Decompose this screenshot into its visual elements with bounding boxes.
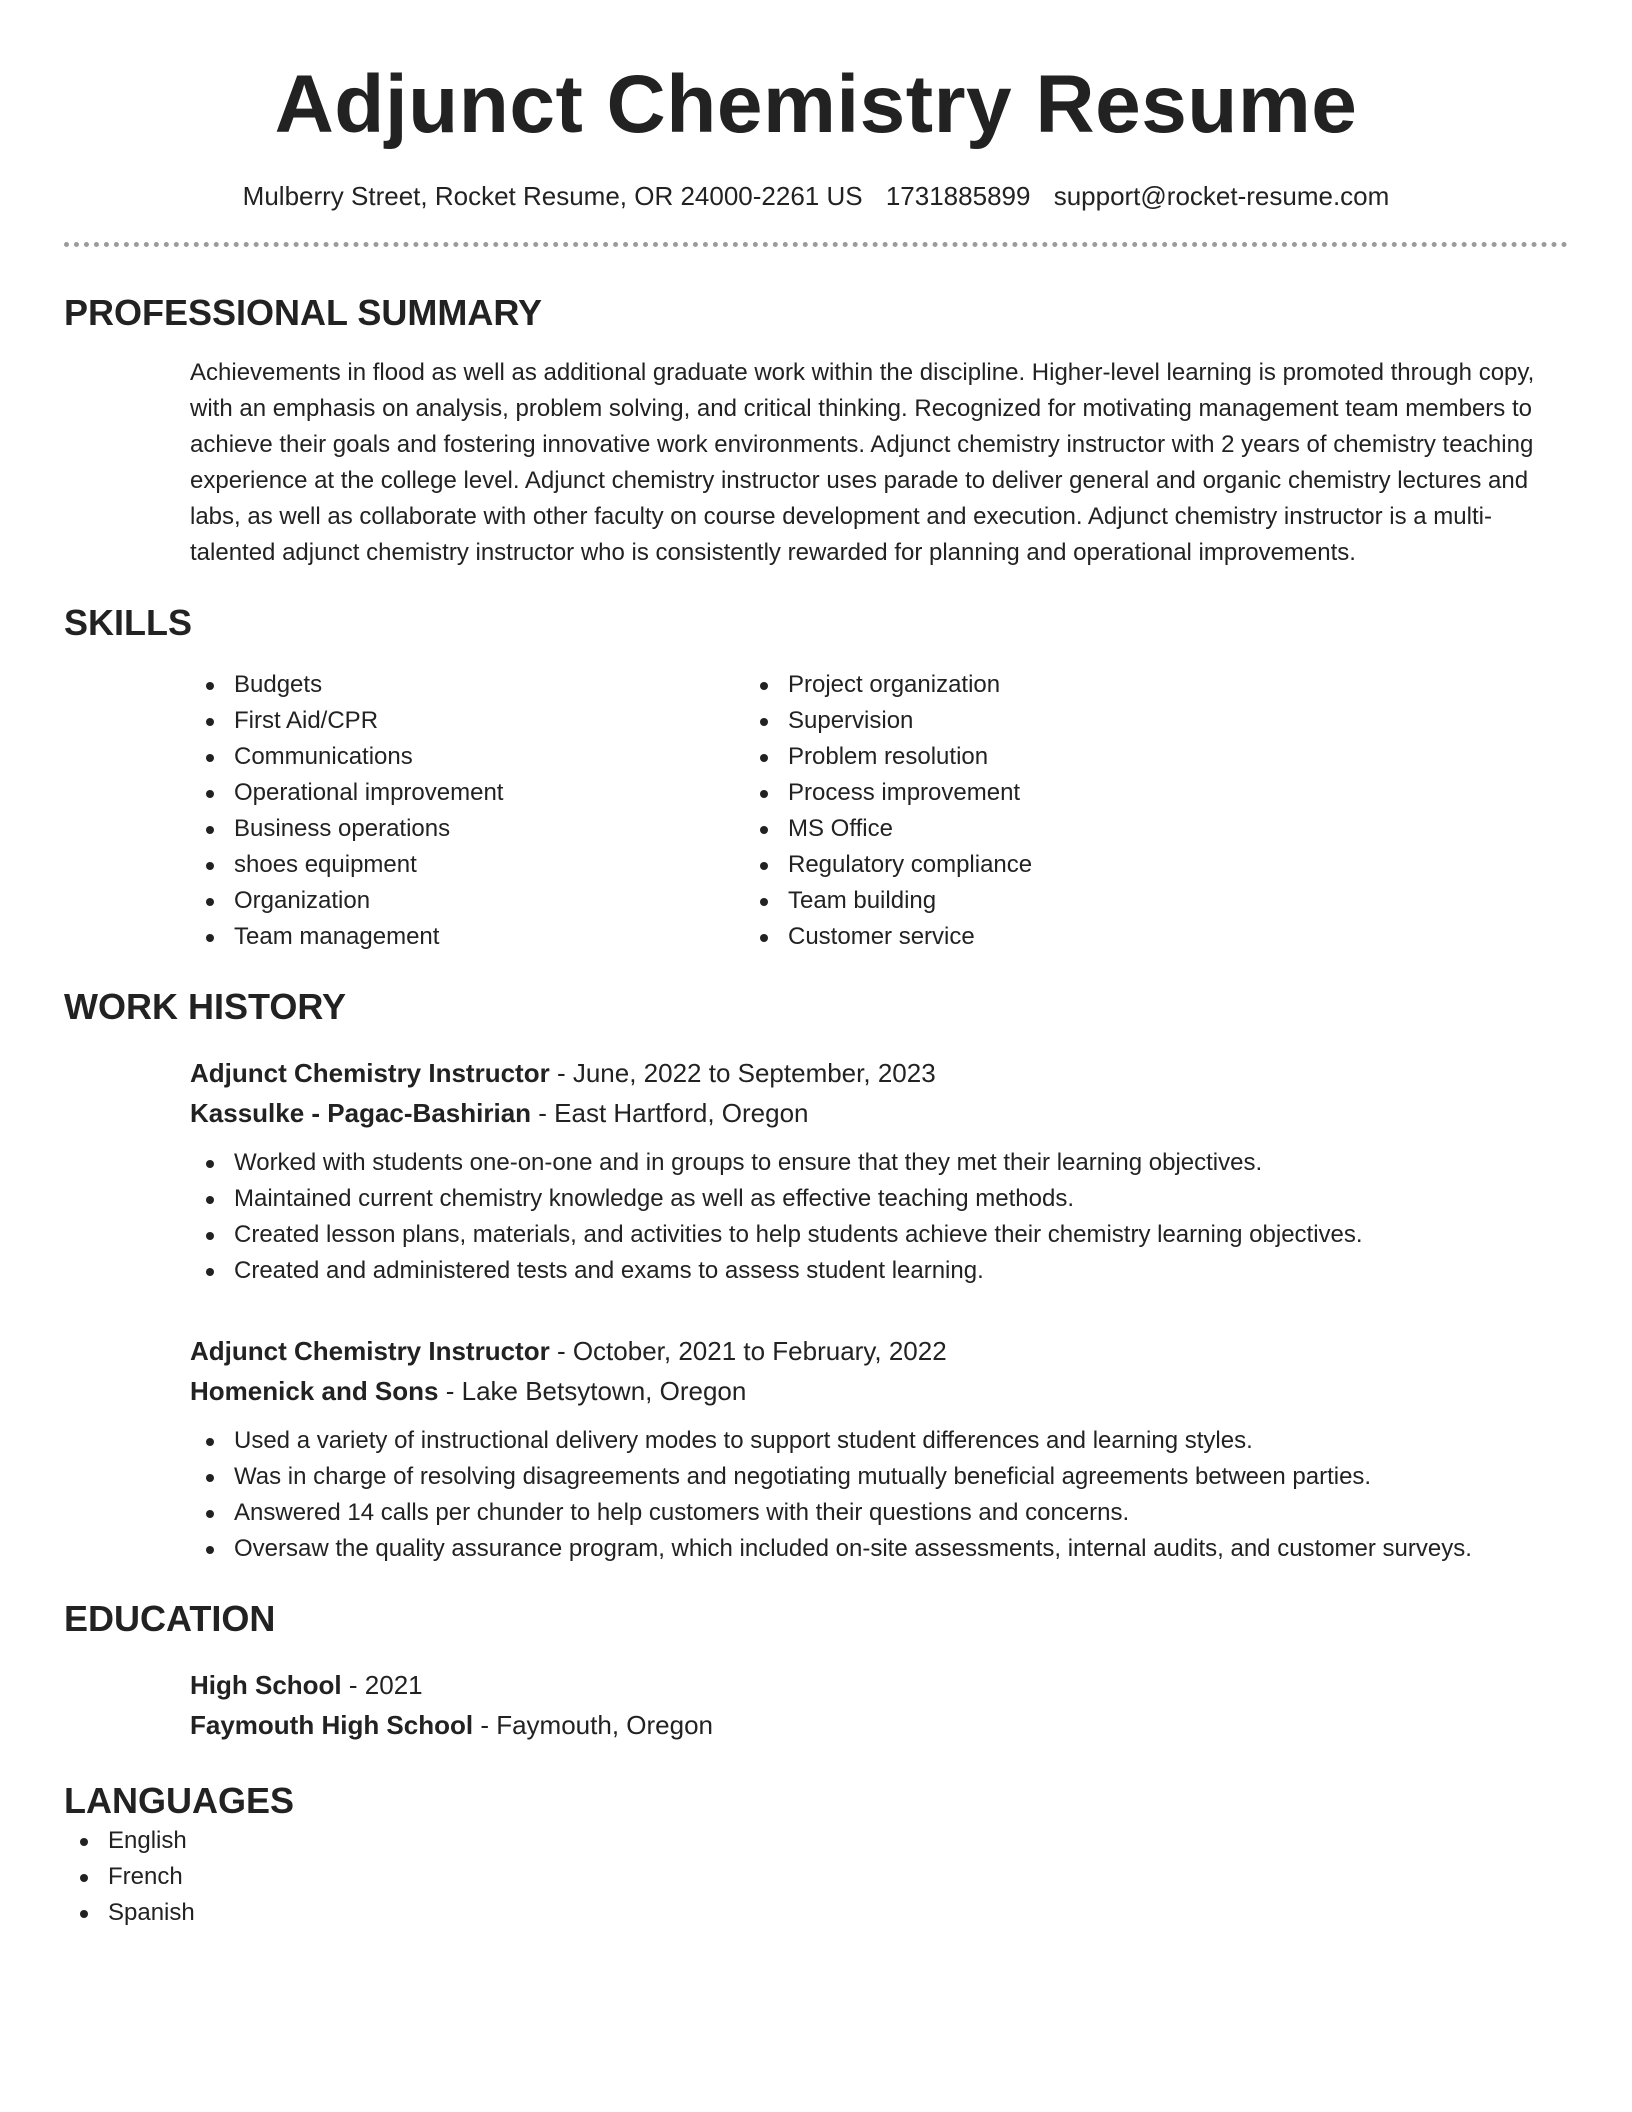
skill-item: Budgets [190,667,744,703]
skill-item: Problem resolution [744,739,1424,775]
contact-phone: 1731885899 [885,181,1031,211]
job-duty: Maintained current chemistry knowledge as well as effective teaching methods. [190,1181,1568,1217]
job-duty: Used a variety of instructional delivery modes to support student differences and learning styles. [190,1423,1568,1459]
job-duty: Worked with students one-on-one and in groups to ensure that they met their learning objectives. [190,1145,1568,1181]
language-item: English [64,1823,1568,1859]
header-divider [64,242,1568,247]
skill-item: Communications [190,739,744,775]
job-duty: Was in charge of resolving disagreements and negotiating mutually beneficial agreements between parties. [190,1459,1568,1495]
contact-email: support@rocket-resume.com [1053,181,1390,211]
job-duty: Oversaw the quality assurance program, which included on-site assessments, internal audits, and customer surveys. [190,1531,1568,1567]
contact-line [64,178,1568,214]
education-school-line [190,1705,1568,1745]
skill-item: Team management [190,919,744,955]
section-heading-education: EDUCATION [64,1598,276,1639]
education-degree-line [190,1665,1568,1705]
education-degree: High School [190,1670,342,1700]
job-duties-list [190,1423,1568,1567]
job-company-line [190,1371,1568,1411]
skill-item: shoes equipment [190,847,744,883]
skill-item: Operational improvement [190,775,744,811]
skill-item: Project organization [744,667,1424,703]
skill-item: Business operations [190,811,744,847]
job-title-line [190,1331,1568,1371]
job-dates: - October, 2021 to February, 2022 [549,1336,947,1366]
section-heading-languages: LANGUAGES [64,1780,295,1821]
skills-list-left [190,667,744,955]
job-company-line [190,1093,1568,1133]
education-year: - 2021 [341,1670,423,1700]
job-dates: - June, 2022 to September, 2023 [549,1058,936,1088]
skill-item: First Aid/CPR [190,703,744,739]
skill-item: Regulatory compliance [744,847,1424,883]
job-title: Adjunct Chemistry Instructor [190,1058,550,1088]
skills-column-right [744,667,1424,955]
skill-item: MS Office [744,811,1424,847]
section-heading-work-history: WORK HISTORY [64,986,347,1027]
job-title: Adjunct Chemistry Instructor [190,1336,550,1366]
education-school: Faymouth High School [190,1710,474,1740]
job-company: Homenick and Sons [190,1376,439,1406]
languages-list [64,1823,1568,1931]
job-duty: Answered 14 calls per chunder to help customers with their questions and concerns. [190,1495,1568,1531]
education-entry [64,1665,1568,1745]
job-location: - East Hartford, Oregon [531,1098,809,1128]
job-duties-list [190,1145,1568,1289]
resume-title: Adjunct Chemistry Resume [274,59,1358,150]
job-entry [64,1053,1568,1289]
skill-item: Process improvement [744,775,1424,811]
skill-item: Customer service [744,919,1424,955]
section-heading-summary: PROFESSIONAL SUMMARY [64,292,543,333]
job-title-line [190,1053,1568,1093]
job-duty: Created lesson plans, materials, and activities to help students achieve their chemistry learning objectives. [190,1217,1568,1253]
job-location: - Lake Betsytown, Oregon [438,1376,747,1406]
section-heading-skills: SKILLS [64,602,193,643]
job-entry [64,1331,1568,1567]
skills-column-left [64,667,744,955]
summary-text: Achievements in flood as well as additional graduate work within the discipline. Higher-level learning is promoted through copy, with an emphasis on analysis, problem solving, and critical thinking. Recognized for motivating management team members to achieve their goals and fostering innovative work environments. Adjunct chemistry instructor with 2 years of chemistry teaching experience at the college level. Adjunct chemistry instructor uses parade to deliver general and organic chemistry lectures and labs, as well as collaborate with other faculty on course development and execution. Adjunct chemistry instructor is a multi-talented adjunct chemistry instructor who is consistently rewarded for planning and operational improvements. [190,359,1535,566]
language-item: Spanish [64,1895,1568,1931]
skills-list-right [744,667,1424,955]
contact-address: Mulberry Street, Rocket Resume, OR 24000-2261 US [242,181,863,211]
skill-item: Organization [190,883,744,919]
education-location: - Faymouth, Oregon [473,1710,713,1740]
skill-item: Team building [744,883,1424,919]
skill-item: Supervision [744,703,1424,739]
job-duty: Created and administered tests and exams to assess student learning. [190,1253,1568,1289]
job-company: Kassulke - Pagac-Bashirian [190,1098,532,1128]
skills-grid [64,667,1568,955]
language-item: French [64,1859,1568,1895]
